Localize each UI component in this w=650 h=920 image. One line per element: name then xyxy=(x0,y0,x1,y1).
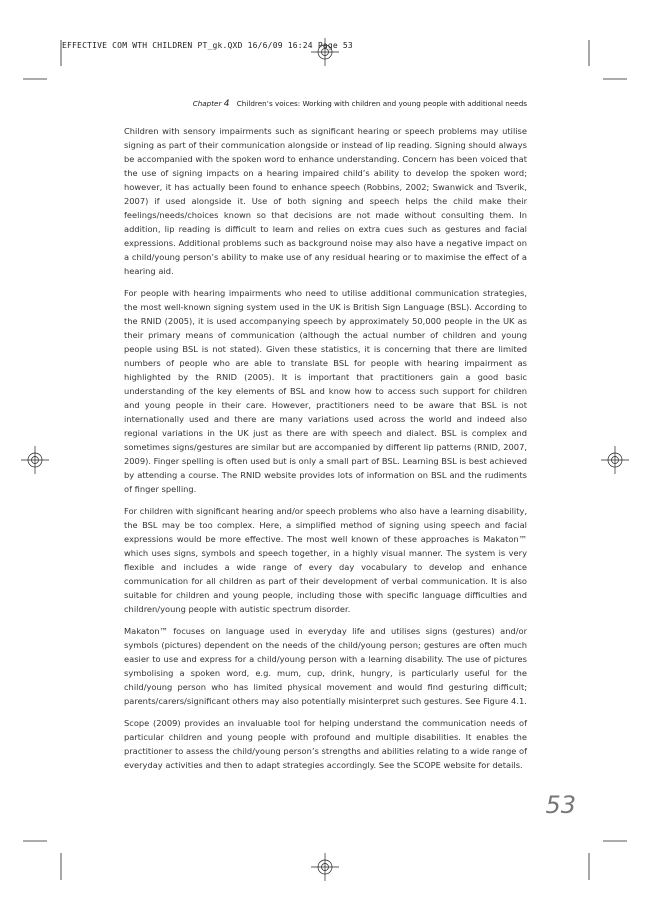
chapter-label: Chapter xyxy=(192,99,222,108)
registration-mark-left xyxy=(21,446,49,474)
body-text xyxy=(124,124,527,780)
paragraph: Children with sensory impairments such as significant hearing or speech problems may utilise signing as part of their communication alongside or instead of lip reading. Signing should always be accompanied with the spoken word to enhance understanding. Concern has been voiced that the use of signing impacts on a hearing impaired child’s ability to develop the spoken word; however, it has actually been found to enhance speech (Robbins, 2002; Swanwick and Tsverik, 2007) if used alongside it. Use of both signing and speech helps the child make their feelings/needs/choices known so that decisions are not made without consulting them. In addition, lip reading is difficult to learn and relies on extra cues such as gestures and facial expressions. Additional problems such as background noise may also have a negative impact on a child/young person’s ability to make use of any residual hearing or to maximise the effect of a hearing aid. xyxy=(124,126,527,276)
chapter-number: 4 xyxy=(223,99,230,109)
paragraph: For people with hearing impairments who need to utilise additional communication strategies, the most well-known signing system used in the UK is British Sign Language (BSL). According to the RNID (2005), it is used accompanying speech by approximately 50,000 people in the UK as their primary means of communication (although the actual number of children and young people using BSL is not stated). Given these statistics, it is concerning that there are limited numbers of people who are able to translate BSL for people with hearing impairment as highlighted by the RNID (2005). It is important that practitioners gain a good basic understanding of the key elements of BSL and know how to access such support for children and young people in their care. However, practitioners need to be aware that BSL is not internationally used and there are many variations used across the world and indeed also regional variations in the UK just as there are with speech and dialect. BSL is complex and sometimes signs/gestures are similar but are accompanied by different lip patterns (RNID, 2007, 2009). Finger spelling is often used but is only a small part of BSL. Learning BSL is best achieved by attending a course. The RNID website provides lots of information on BSL and the rudiments of finger spelling. xyxy=(124,288,527,494)
paragraph: Scope (2009) provides an invaluable tool for helping understand the communication needs of particular children and young people with profound and multiple disabilities. It enables the practitioner to assess the child/young person’s strengths and abilities relating to a wide range of everyday activities and then to adapt strategies accordingly. See the SCOPE website for details. xyxy=(124,718,527,770)
page-number: 53 xyxy=(545,791,576,819)
registration-mark-bottom xyxy=(311,853,339,881)
registration-mark-top xyxy=(311,38,339,66)
chapter-title: Children’s voices: Working with children and young people with additional needs xyxy=(236,99,527,108)
print-slug: EFFECTIVE COM WTH CHILDREN PT_gk.QXD 16/6/09 16:24 Page 53 xyxy=(62,41,353,50)
registration-mark-right xyxy=(601,446,629,474)
paragraph: Makaton™ focuses on language used in everyday life and utilises signs (gestures) and/or symbols (pictures) dependent on the needs of the child/young person; gestures are often much easier to use and express for a child/young person with a learning disability. The use of pictures symbolising a spoken word, e.g. mum, cup, drink, hungry, is particularly useful for the child/young person who has limited physical movement and would find gesturing difficult; parents/carers/significant others may also potentially misinterpret such gestures. See Figure 4.1. xyxy=(124,626,527,706)
paragraph: For children with significant hearing and/or speech problems who also have a learning disability, the BSL may be too complex. Here, a simplified method of signing using speech and facial expressions would be more effective. The most well known of these approaches is Makaton™ which uses signs, symbols and speech together, in a highly visual manner. The system is very flexible and includes a wide range of every day vocabulary to develop and enhance communication for all children as part of their development of verbal communication. It is also suitable for children and young people, including those with specific language difficulties and children/young people with autistic spectrum disorder. xyxy=(124,506,527,614)
running-head xyxy=(124,99,527,109)
